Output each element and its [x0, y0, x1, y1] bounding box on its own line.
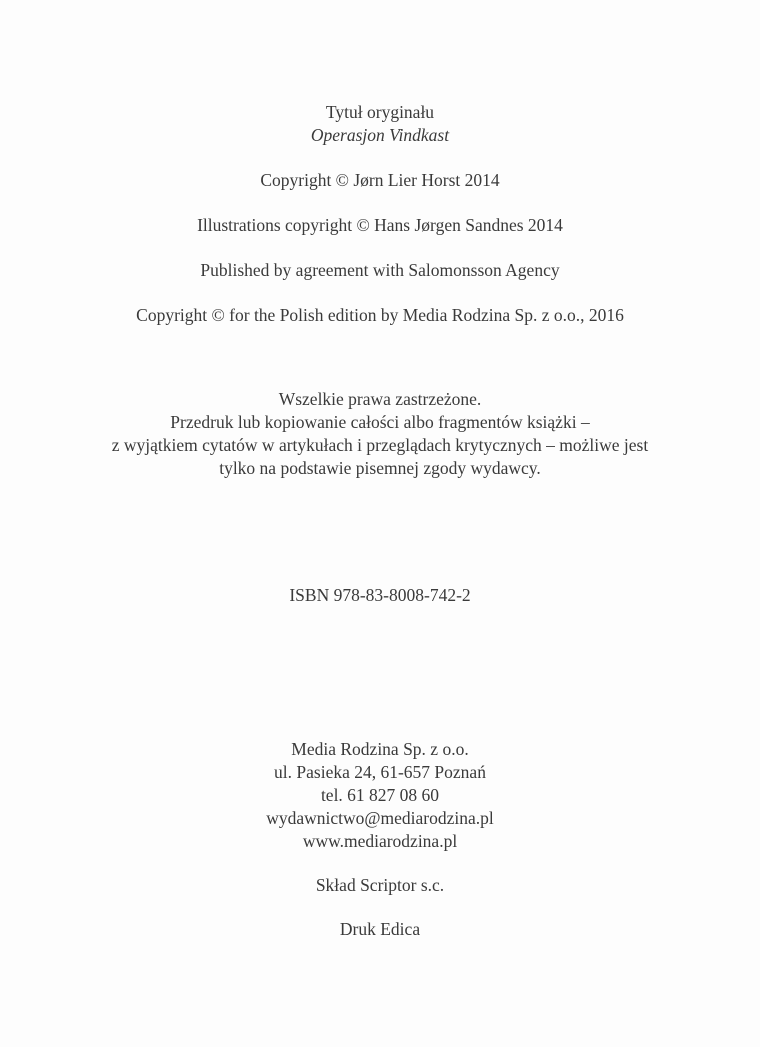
publisher-phone: tel. 61 827 08 60	[320, 785, 440, 805]
print-credit: Druk Edica	[339, 919, 421, 939]
original-title-label: Tytuł oryginału	[325, 102, 435, 122]
publisher-name: Media Rodzina Sp. z o.o.	[291, 739, 469, 759]
publisher-website: www.mediarodzina.pl	[302, 831, 458, 851]
copyright-author: Copyright © Jørn Lier Horst 2014	[260, 170, 500, 190]
rights-notice	[0, 388, 760, 480]
original-title-block	[0, 0, 760, 147]
rights-notice-line: Przedruk lub kopiowanie całości albo fragmentów książki –	[170, 412, 590, 432]
rights-notice-line: z wyjątkiem cytatów w artykułach i przeglądach krytycznych – możliwe jest	[111, 435, 649, 455]
publisher-email: wydawnictwo@mediarodzina.pl	[266, 808, 494, 828]
publisher-address: ul. Pasieka 24, 61-657 Poznań	[274, 762, 486, 782]
agreement-notice: Published by agreement with Salomonsson Agency	[200, 260, 560, 280]
rights-notice-line: tylko na podstawie pisemnej zgody wydawcy.	[219, 458, 541, 478]
copyright-polish-edition: Copyright © for the Polish edition by Media Rodzina Sp. z o.o., 2016	[136, 305, 624, 325]
typesetting-credit: Skład Scriptor s.c.	[315, 875, 445, 895]
original-title: Operasjon Vindkast	[310, 125, 450, 145]
copyright-illustrations: Illustrations copyright © Hans Jørgen Sandnes 2014	[197, 215, 563, 235]
isbn: ISBN 978-83-8008-742-2	[289, 585, 471, 605]
rights-notice-line: Wszelkie prawa zastrzeżone.	[278, 389, 482, 409]
publisher-block	[0, 738, 760, 853]
